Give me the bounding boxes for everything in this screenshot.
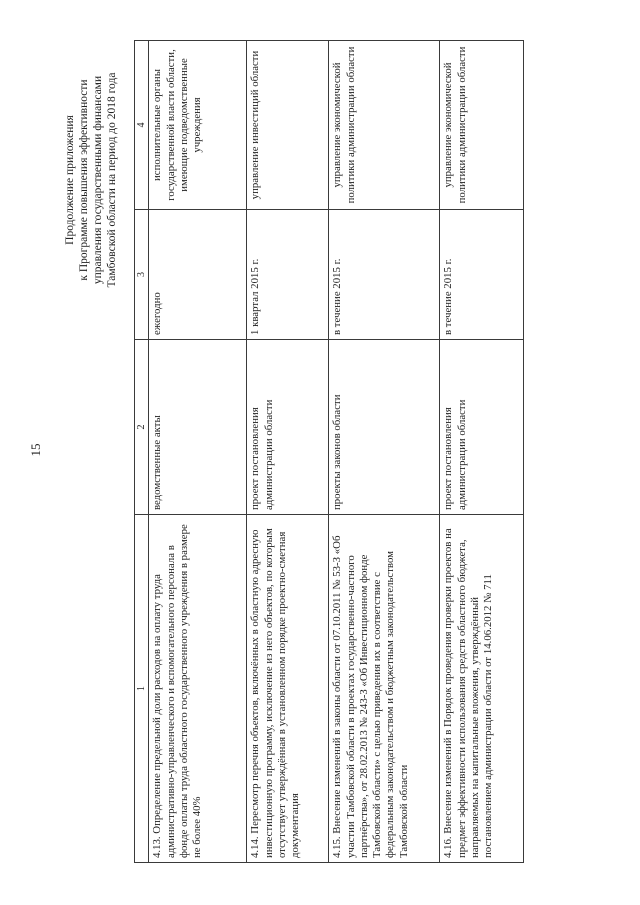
header-line: Продолжение приложения — [64, 115, 76, 245]
table-row — [329, 41, 440, 863]
document-cell: ведомственные акты — [149, 340, 247, 515]
measures-table-wrapper — [134, 41, 510, 863]
column-number: 4 — [135, 41, 149, 210]
document-cell: проект постановления администрации области — [247, 340, 329, 515]
responsible-cell: исполнительные органы государственной власти области, имеющие подведомственные учреждения — [149, 41, 247, 210]
measures-table — [134, 40, 524, 863]
column-number: 2 — [135, 340, 149, 515]
responsible-cell: управление инвестиций области — [247, 41, 329, 210]
page-number: 15 — [28, 443, 43, 457]
table-row — [440, 41, 524, 863]
column-number-row — [135, 41, 149, 863]
document-cell: проект постановления администрации области — [440, 340, 524, 515]
column-number: 3 — [135, 210, 149, 340]
measure-cell: 4.16. Внесение изменений в Порядок проведения проверки проектов на предмет эффективности использования средств областного бюджета, направляемых на капитальные вложения, утверждённый постановлением администрации области от 14.06.2012 № 711 — [440, 515, 524, 863]
header-line: управления государственными финансами — [92, 75, 104, 285]
measure-cell: 4.13. Определение предельной доли расходов на оплату труда административно-управленческого и вспомогательного персонала в фонде оплаты труда областного государственного учреждения в размере не более 40% — [149, 515, 247, 863]
deadline-cell: 1 квартал 2015 г. — [247, 210, 329, 340]
header-line: Тамбовской области на период до 2018 года — [106, 72, 118, 288]
header-line: к Программе повышения эффективности — [78, 79, 90, 281]
measure-cell: 4.15. Внесение изменений в законы области от 07.10.2011 № 53-З «Об участии Тамбовской области в проектах государственно-частного партнёрства», от 28.02.2013 № 243-З «Об Инвестиционном фонде Тамбовской области» с целью приведения их в соответствие с федеральным законодательством и бюджетным законодательством Тамбовской области — [329, 515, 440, 863]
table-row — [247, 41, 329, 863]
responsible-cell: управление экономической политики администрации области — [440, 41, 524, 210]
column-number: 1 — [135, 515, 149, 863]
document-cell: проекты законов области — [329, 340, 440, 515]
deadline-cell: ежегодно — [149, 210, 247, 340]
deadline-cell: в течение 2015 г. — [440, 210, 524, 340]
responsible-cell: управление экономической политики администрации области — [329, 41, 440, 210]
measure-cell: 4.14. Пересмотр перечня объектов, включённых в областную адресную инвестиционную программу, исключение из него объектов, по которым отсутствует утверждённая в установленном порядке проектно-сметная документация — [247, 515, 329, 863]
deadline-cell: в течение 2015 г. — [329, 210, 440, 340]
table-row — [149, 41, 247, 863]
